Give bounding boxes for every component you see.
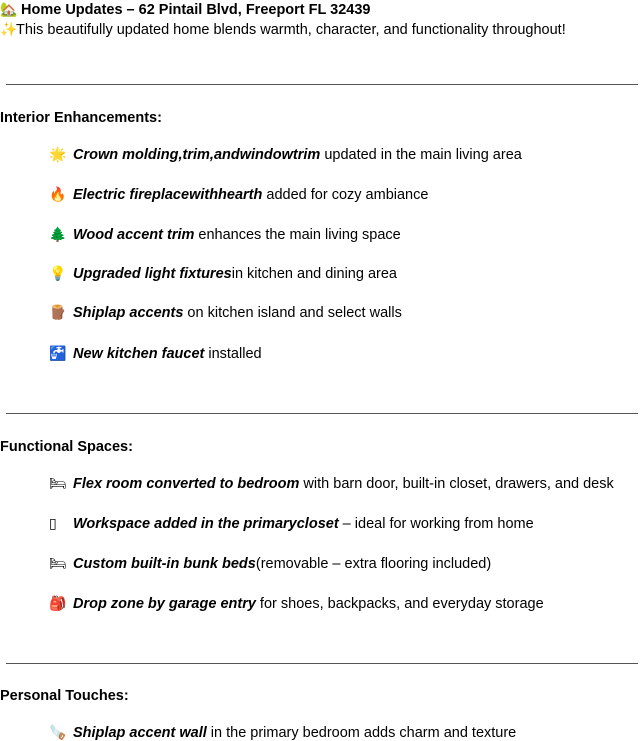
saw-icon: 🪚 [49,724,67,740]
item-title: Shiplap accents [73,305,184,321]
evergreen-tree-icon: 🌲 [49,226,67,242]
list-item [49,186,428,203]
list-item [49,304,402,321]
item-title: New kitchen faucet [73,346,205,362]
divider [6,413,638,414]
item-title: Crown molding,trim,andwindowtrim [73,147,321,163]
sun-icon: 🌟 [49,146,67,162]
section-heading-interior: Interior Enhancements: [0,110,162,126]
list-item [49,595,544,612]
item-text: with barn door, built-in closet, drawers, and desk [299,476,614,492]
item-title: Electric fireplacewithhearth [73,187,263,203]
item-title: Flex room converted to bedroom [73,476,300,492]
list-item [49,226,401,243]
light-bulb-icon: 💡 [49,265,67,281]
sparkles-icon: ✨ [0,21,18,37]
missing-glyph-icon: ▯ [49,515,57,531]
item-text: – ideal for working from home [338,516,534,532]
list-item [49,265,397,282]
list-item [49,724,516,741]
item-text: on kitchen island and select walls [183,305,402,321]
divider [6,84,638,85]
item-text: in the primary bedroom adds charm and texture [206,725,517,741]
section-heading-functional: Functional Spaces: [0,439,133,455]
wood-log-icon: 🪵 [49,304,67,320]
item-text: (removable – extra flooring included) [255,556,492,572]
house-with-garden-icon: 🏡 [0,1,18,17]
divider [6,663,638,664]
item-text: in kitchen and dining area [231,266,397,282]
item-title: Upgraded light fixtures [73,266,232,282]
item-title: Drop zone by garage entry [73,596,256,612]
fire-icon: 🔥 [49,186,67,202]
item-text: added for cozy ambiance [262,187,429,203]
intro-line [0,21,566,38]
item-text: installed [204,346,262,362]
item-title: Shiplap accent wall [73,725,207,741]
item-text: for shoes, backpacks, and everyday storage [255,596,544,612]
faucet-icon: 🚰 [49,345,67,361]
item-title: Wood accent trim [73,227,195,243]
intro-text: This beautifully updated home blends warmth, character, and functionality throughout! [16,22,566,38]
list-item [49,515,534,532]
item-text: enhances the main living space [194,227,401,243]
bed-icon: 🛏 [49,475,67,491]
title-text: Home Updates – 62 Pintail Blvd, Freeport FL 32439 [21,2,371,18]
bunk-bed-icon: 🛏 [49,555,67,571]
section-heading-personal: Personal Touches: [0,688,129,704]
list-item [49,146,522,163]
item-text: updated in the main living area [320,147,522,163]
page-title [0,1,370,18]
backpack-icon: 🎒 [49,595,67,611]
list-item [49,555,491,572]
item-title: Workspace added in the primarycloset [73,516,339,532]
list-item [49,475,614,492]
list-item [49,345,262,362]
item-title: Custom built-in bunk beds [73,556,256,572]
